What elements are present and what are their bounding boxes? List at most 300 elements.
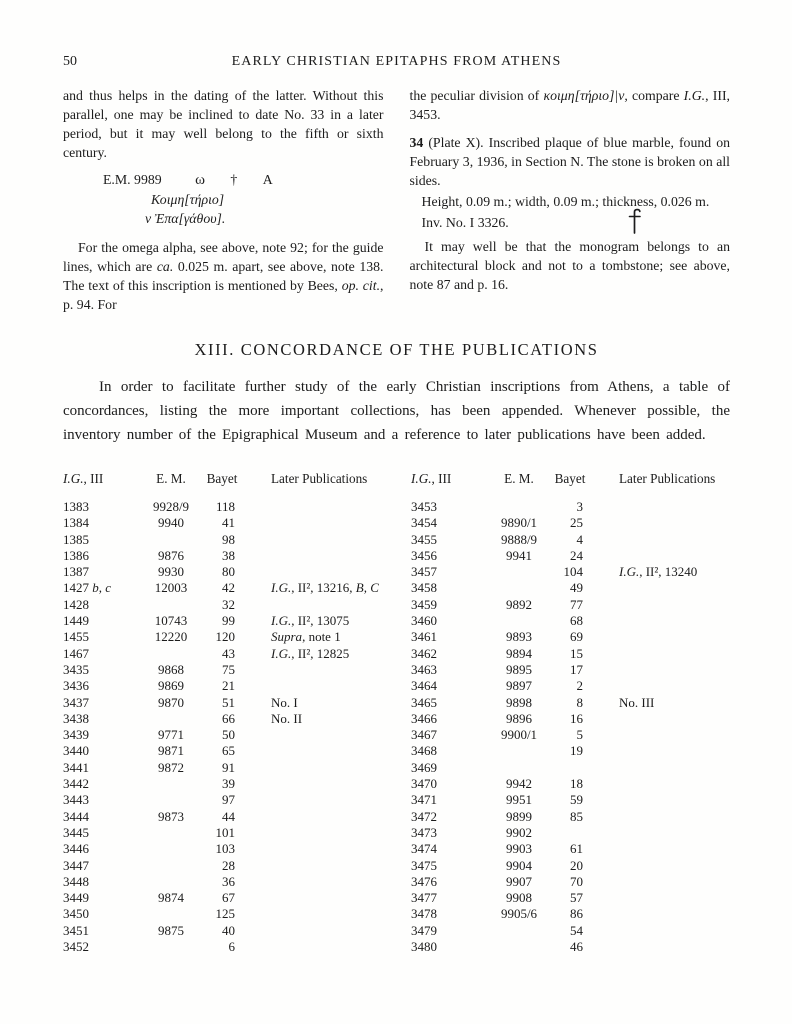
table-cell: 9876: [158, 547, 184, 563]
table-cell: I.G., II², 13075: [271, 613, 350, 629]
table-cell: 9898: [506, 694, 532, 710]
paragraph: and thus helps in the dating of the latter. Without this parallel, one may be inclined to date No. 33 in a later period, but it may well belong to the fifth or sixth century.: [63, 88, 384, 160]
table-cell: 9908: [506, 890, 532, 906]
table-row: [63, 841, 411, 857]
table-cell: 3474: [411, 841, 437, 857]
table-cell: [245, 662, 411, 678]
table-cell: [593, 532, 759, 548]
table-cell: 3456: [411, 547, 437, 563]
table-cell: 1455: [63, 629, 89, 645]
table-row: [411, 646, 759, 662]
table-cell: [593, 760, 759, 776]
table-cell: [245, 939, 411, 955]
table-cell: 9951: [506, 792, 532, 808]
table-cell: [245, 499, 411, 515]
table-cell: [245, 743, 411, 759]
paragraph: It may well be that the monogram belongs to an architectural block and not to a tombstone; see above, note 87 and p. 16.: [409, 239, 730, 292]
table-cell: 3473: [411, 824, 437, 840]
table-cell: 3459: [411, 596, 437, 612]
table-cell: 9928/9: [152, 499, 190, 514]
table-cell: 1386: [63, 547, 89, 563]
table-cell: 3457: [411, 564, 437, 580]
table-cell: 9874: [158, 890, 184, 906]
table-cell: [143, 841, 199, 857]
table-row: [63, 727, 411, 743]
table-body: [63, 499, 411, 955]
table-row: [63, 515, 411, 531]
table-cell: 49: [570, 580, 583, 596]
table-cell: 3447: [63, 857, 89, 873]
table-cell: [245, 564, 411, 580]
table-cell: 43: [222, 645, 235, 661]
table-row: [411, 776, 759, 792]
table-cell: 3444: [63, 808, 89, 824]
intro-paragraph: In order to facilitate further study of the early Christian inscriptions from Athens, a table of concordances, listing the more important collections, has been appended. Whenever possible, the inventory number of the Epigraphical Museum and a reference to later publications have been added.: [63, 379, 730, 443]
table-cell: 9872: [158, 759, 184, 775]
table-row: [63, 906, 411, 922]
table-cell: 9905/6: [500, 906, 538, 922]
table-cell: 3461: [411, 629, 437, 645]
table-row: [411, 727, 759, 743]
table-cell: 9888/9: [500, 531, 538, 547]
table-cell: 9873: [158, 808, 184, 824]
table-cell: 10743: [154, 613, 188, 629]
table-cell: [593, 727, 759, 743]
table-cell: 1384: [63, 515, 89, 531]
table-cell: 98: [222, 531, 235, 547]
table-cell: [245, 678, 411, 694]
table-cell: [593, 597, 759, 613]
table-cell: [491, 580, 547, 596]
inscription-header-line: [103, 170, 384, 190]
table-row: [63, 678, 411, 694]
page-header: [63, 54, 730, 70]
table-cell: 3436: [63, 678, 89, 694]
paragraph: For the omega alpha, see above, note 92; for the guide lines, which are ca. 0.025 m. apart, see above, note 138. The text of this inscription is mentioned by Bees, op. cit., p. 94. For: [63, 240, 384, 312]
table-cell: 16: [570, 710, 583, 726]
table-cell: [593, 776, 759, 792]
table-body: [411, 499, 759, 955]
two-column-text: [63, 86, 730, 314]
table-row: [63, 532, 411, 548]
table-head: [63, 471, 411, 499]
table-row: [411, 678, 759, 694]
table-cell: 9893: [506, 629, 532, 645]
left-column: [63, 86, 384, 314]
table-row: [63, 874, 411, 890]
table-cell: 3476: [411, 873, 437, 889]
table-cell: 3458: [411, 580, 437, 596]
table-cell: 51: [222, 694, 235, 710]
column-header-ig: I.G., III: [411, 471, 452, 486]
greek-inscription-line: ν Ἐπα[γάθου].: [145, 211, 226, 226]
table-cell: [593, 662, 759, 678]
table-cell: 3445: [63, 824, 89, 840]
table-cell: 3450: [63, 906, 89, 922]
table-cell: 3470: [411, 776, 437, 792]
table-cell: 20: [570, 857, 583, 873]
table-cell: 3443: [63, 792, 89, 808]
table-cell: 3463: [411, 661, 437, 677]
table-cell: 9896: [506, 710, 532, 726]
table-row: [63, 760, 411, 776]
table-row: [63, 597, 411, 613]
monogram-icon: [615, 208, 642, 240]
concordance-tables: [63, 471, 730, 955]
table-cell: 1427 b, c: [63, 580, 112, 596]
table-cell: 3439: [63, 727, 89, 743]
table-cell: 9900/1: [500, 727, 538, 743]
table-cell: 1385: [63, 531, 89, 547]
table-row: [411, 515, 759, 531]
table-cell: 3478: [411, 906, 437, 922]
table-cell: 4: [576, 531, 583, 547]
table-cell: [491, 760, 547, 776]
table-cell: 101: [215, 824, 235, 840]
table-row: [411, 841, 759, 857]
table-cell: [593, 825, 759, 841]
inscription-block: [63, 170, 384, 228]
table-cell: 19: [570, 743, 583, 759]
table-cell: 1387: [63, 564, 89, 580]
table-cell: 75: [222, 661, 235, 677]
table-row: [411, 711, 759, 727]
table-cell: 3435: [63, 661, 89, 677]
table-row: [63, 662, 411, 678]
table-cell: [245, 874, 411, 890]
table-cell: [245, 906, 411, 922]
table-cell: 104: [563, 564, 583, 580]
table-cell: 68: [570, 613, 583, 629]
table-cell: 3440: [63, 743, 89, 759]
table-row: [411, 580, 759, 596]
concordance-table-left: [63, 471, 411, 955]
table-cell: 44: [222, 808, 235, 824]
table-row: [63, 580, 411, 596]
table-cell: 3479: [411, 922, 437, 938]
table-row: [63, 564, 411, 580]
inventory-number: Inv. No. I 3326.: [421, 215, 509, 230]
greek-inscription-line: Κοιμη[τήριο]: [151, 192, 225, 207]
table-cell: 2: [576, 678, 583, 694]
table-cell: 9892: [506, 596, 532, 612]
table-cell: 3448: [63, 873, 89, 889]
table-cell: 3477: [411, 890, 437, 906]
table-cell: 91: [222, 759, 235, 775]
dimensions-paragraph: Height, 0.09 m.; width, 0.09 m.; thickness, 0.026 m.: [421, 194, 710, 209]
table-row: [411, 597, 759, 613]
table-row: [411, 532, 759, 548]
table-cell: 67: [222, 890, 235, 906]
table-row: [63, 923, 411, 939]
table-row: [63, 809, 411, 825]
column-header-bayet: Bayet: [554, 471, 586, 486]
table-cell: 3462: [411, 645, 437, 661]
table-cell: [143, 776, 199, 792]
table-row: [63, 792, 411, 808]
table-cell: 3472: [411, 808, 437, 824]
table-cell: 25: [570, 515, 583, 531]
table-cell: [547, 825, 593, 841]
table-cell: 9869: [158, 678, 184, 694]
table-cell: 86: [570, 906, 583, 922]
table-cell: [593, 792, 759, 808]
table-cell: [245, 597, 411, 613]
table-cell: 69: [570, 629, 583, 645]
table-cell: 3451: [63, 922, 89, 938]
table-cell: 57: [570, 890, 583, 906]
table-cell: [143, 711, 199, 727]
table-cell: [245, 841, 411, 857]
table-cell: 41: [222, 515, 235, 531]
table-cell: 3464: [411, 678, 437, 694]
table-cell: [143, 825, 199, 841]
table-cell: [245, 548, 411, 564]
table-cell: 80: [222, 564, 235, 580]
table-cell: 3442: [63, 776, 89, 792]
table-cell: 50: [222, 727, 235, 743]
table-cell: 70: [570, 873, 583, 889]
table-row: [63, 858, 411, 874]
catalogue-entry-34: 34 (Plate X). Inscribed plaque of blue marble, found on February 3, 1936, in Section N. The stone is broken on all sides.: [409, 135, 730, 188]
table-cell: 9930: [158, 564, 184, 580]
table-row: [411, 629, 759, 645]
cross-symbol: †: [230, 172, 238, 187]
table-cell: 3468: [411, 743, 437, 759]
table-cell: [143, 532, 199, 548]
table-cell: [491, 499, 547, 515]
table-cell: 3466: [411, 710, 437, 726]
table-cell: 6: [228, 939, 235, 955]
section-heading: XIII. CONCORDANCE OF THE PUBLICATIONS: [194, 340, 599, 359]
table-cell: [245, 727, 411, 743]
table-cell: 54: [570, 922, 583, 938]
table-cell: [245, 890, 411, 906]
inventory-line: [410, 213, 731, 237]
table-cell: 3: [576, 499, 583, 514]
table-cell: [245, 532, 411, 548]
table-cell: 3437: [63, 694, 89, 710]
column-header-bayet: Bayet: [206, 471, 238, 486]
table-row: [63, 743, 411, 759]
table-cell: 9941: [506, 547, 532, 563]
table-cell: [593, 890, 759, 906]
table-cell: 38: [222, 547, 235, 563]
table-row: [411, 858, 759, 874]
table-row: [63, 776, 411, 792]
table-row: [63, 613, 411, 629]
table-cell: 39: [222, 776, 235, 792]
table-cell: 65: [222, 743, 235, 759]
table-cell: [593, 858, 759, 874]
inscription-inventory-label: E.M. 9989: [103, 172, 162, 187]
table-cell: 103: [215, 841, 235, 857]
table-cell: 9897: [506, 678, 532, 694]
table-cell: [143, 874, 199, 890]
table-cell: [143, 792, 199, 808]
table-cell: [593, 678, 759, 694]
paragraph: the peculiar division of κοιμη[τήριο]|ν, compare I.G., III, 3453.: [409, 88, 730, 122]
table-cell: [143, 646, 199, 662]
table-cell: [491, 613, 547, 629]
table-row: [411, 890, 759, 906]
table-row: [411, 825, 759, 841]
table-cell: 9903: [506, 841, 532, 857]
table-cell: 9899: [506, 808, 532, 824]
table-cell: [593, 499, 759, 515]
table-cell: 85: [570, 808, 583, 824]
column-header-em: E. M.: [504, 471, 534, 486]
table-cell: 18: [570, 776, 583, 792]
table-cell: 3453: [411, 499, 437, 514]
table-cell: [593, 646, 759, 662]
table-row: [411, 613, 759, 629]
table-row: [411, 906, 759, 922]
table-cell: 1383: [63, 499, 89, 514]
table-cell: [593, 548, 759, 564]
table-row: [63, 711, 411, 727]
table-row: [411, 939, 759, 955]
header-row: [411, 471, 759, 499]
table-cell: 3465: [411, 694, 437, 710]
table-cell: 9907: [506, 873, 532, 889]
table-row: [411, 564, 759, 580]
table-row: [411, 809, 759, 825]
page-number: 50: [63, 54, 77, 69]
table-cell: 9942: [506, 776, 532, 792]
table-cell: 9890/1: [500, 515, 538, 531]
table-cell: 3438: [63, 710, 89, 726]
table-cell: [593, 841, 759, 857]
table-cell: 3449: [63, 890, 89, 906]
table-cell: 9875: [158, 922, 184, 938]
table-head: [411, 471, 759, 499]
table-cell: 3446: [63, 841, 89, 857]
table-cell: [593, 580, 759, 596]
table-row: [411, 874, 759, 890]
header-row: [63, 471, 411, 499]
table-cell: 99: [222, 613, 235, 629]
table-cell: 9894: [506, 645, 532, 661]
table-cell: 9904: [506, 857, 532, 873]
running-title: EARLY CHRISTIAN EPITAPHS FROM ATHENS: [231, 54, 562, 69]
column-header-later: Later Publications: [619, 471, 716, 486]
table-cell: I.G., II², 12825: [271, 645, 350, 661]
table-cell: [593, 874, 759, 890]
table-cell: [143, 597, 199, 613]
table-cell: I.G., II², 13216, B, C: [271, 580, 379, 596]
table-cell: 3452: [63, 939, 89, 955]
table-cell: 61: [570, 841, 583, 857]
table-cell: [593, 711, 759, 727]
table-cell: 1449: [63, 613, 89, 629]
alpha-symbol: A: [262, 172, 273, 187]
table-cell: [245, 825, 411, 841]
table-row: [63, 629, 411, 645]
column-header-ig: I.G., III: [63, 471, 104, 486]
table-cell: Supra, note 1: [271, 629, 341, 645]
table-cell: [593, 809, 759, 825]
table-cell: 3455: [411, 531, 437, 547]
table-row: [411, 548, 759, 564]
table-cell: 5: [576, 727, 583, 743]
table-cell: 42: [222, 580, 235, 596]
table-row: [63, 646, 411, 662]
table-cell: 3460: [411, 613, 437, 629]
table-cell: I.G., II², 13240: [619, 564, 698, 580]
table-cell: 9868: [158, 661, 184, 677]
table-cell: 17: [570, 661, 583, 677]
table-cell: No. II: [271, 710, 303, 726]
omega-symbol: ω: [195, 172, 205, 188]
table-cell: 97: [222, 792, 235, 808]
table-row: [411, 923, 759, 939]
table-cell: 8: [576, 694, 583, 710]
table-row: [411, 695, 759, 711]
table-cell: [143, 906, 199, 922]
table-cell: 40: [222, 922, 235, 938]
table-cell: 24: [570, 547, 583, 563]
table-cell: 28: [222, 857, 235, 873]
table-cell: [143, 858, 199, 874]
column-header-em: E. M.: [156, 471, 186, 486]
column-header-later: Later Publications: [271, 471, 368, 486]
table-cell: 59: [570, 792, 583, 808]
table-cell: 32: [222, 596, 235, 612]
table-cell: 3441: [63, 759, 89, 775]
table-cell: [491, 923, 547, 939]
table-cell: 9940: [158, 515, 184, 531]
table-cell: 9871: [158, 743, 184, 759]
table-cell: 9895: [506, 661, 532, 677]
table-cell: [593, 515, 759, 531]
table-cell: 12003: [154, 580, 188, 596]
table-cell: [593, 629, 759, 645]
table-cell: [593, 906, 759, 922]
table-cell: 12220: [154, 629, 188, 645]
table-cell: 1467: [63, 645, 89, 661]
table-cell: [547, 760, 593, 776]
table-cell: 21: [222, 678, 235, 694]
table-cell: 118: [215, 499, 235, 514]
table-cell: 9870: [158, 694, 184, 710]
table-cell: [245, 923, 411, 939]
table-cell: 77: [570, 596, 583, 612]
table-cell: [143, 939, 199, 955]
table-cell: 3475: [411, 857, 437, 873]
table-cell: 46: [570, 939, 583, 955]
table-cell: 36: [222, 873, 235, 889]
table-cell: No. III: [619, 694, 655, 710]
table-row: [63, 548, 411, 564]
table-row: [63, 890, 411, 906]
table-cell: [245, 760, 411, 776]
table-cell: [245, 776, 411, 792]
table-cell: [245, 858, 411, 874]
table-cell: 3467: [411, 727, 437, 743]
table-cell: 3454: [411, 515, 437, 531]
table-row: [411, 760, 759, 776]
table-cell: [593, 939, 759, 955]
table-cell: [593, 923, 759, 939]
concordance-table-right: [411, 471, 759, 955]
table-row: [63, 499, 411, 515]
table-cell: 1428: [63, 596, 89, 612]
table-row: [63, 939, 411, 955]
table-cell: 3480: [411, 939, 437, 955]
table-cell: [593, 743, 759, 759]
table-row: [63, 825, 411, 841]
